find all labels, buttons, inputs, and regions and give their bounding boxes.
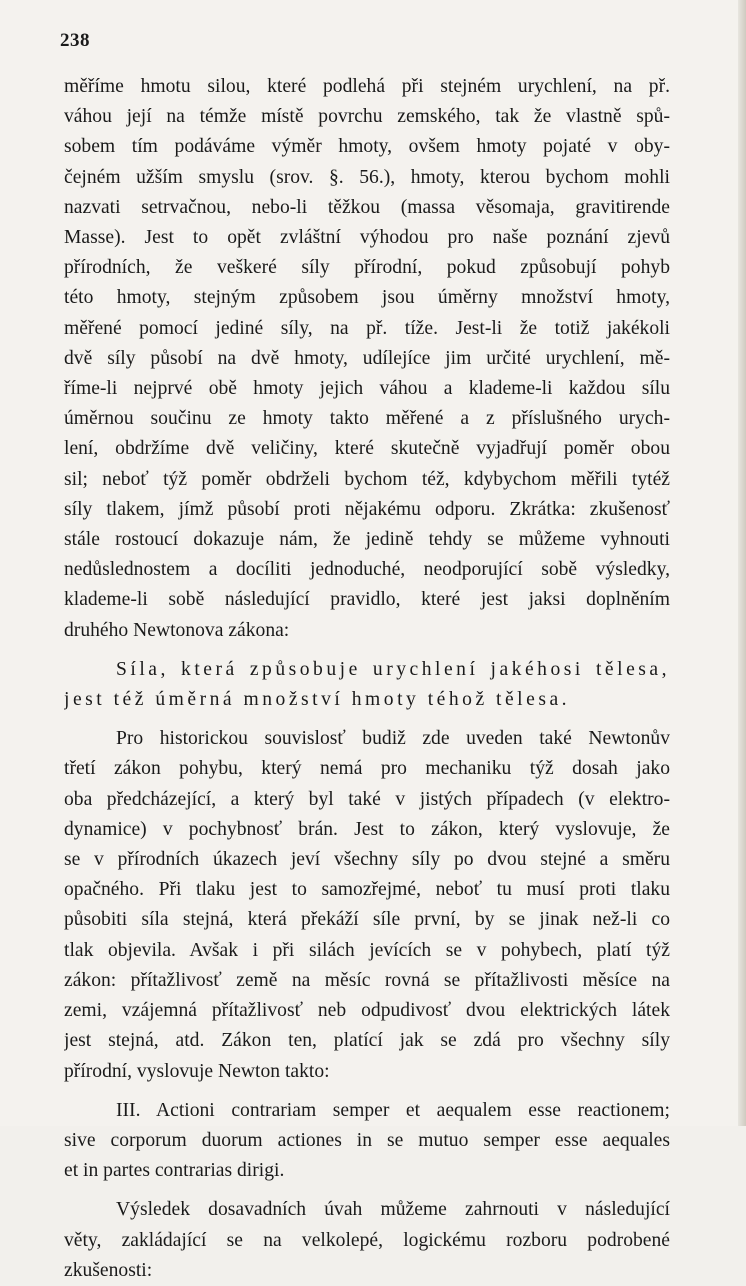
text-line: zemi, vzájemná přítažlivosť neb odpudivosť dvou elektrických látek <box>64 1000 670 1022</box>
text-line: úměrnou součinu ze hmoty takto měřené a z příslušného urych- <box>64 408 670 430</box>
text-line: et in partes contrarias dirigi. <box>64 1160 285 1182</box>
text-line: síly tlakem, jímž působí proti nějakému odporu. Zkrátka: zkušenosť <box>64 498 670 520</box>
text-line: jest též úměrná množství hmoty téhož tělesa. <box>64 689 571 711</box>
text-line: přírodních, že veškeré síly přírodní, pokud způsobují pohyb <box>64 257 670 279</box>
text-line: tlak objevila. Avšak i při silách jevících se v pohybech, platí týž <box>64 939 670 961</box>
text-line: opačného. Při tlaku jest to samozřejmé, neboť tu musí proti tlaku <box>64 879 670 901</box>
text-line: III. Actioni contrariam semper et aequalem esse reactionem; <box>116 1099 670 1121</box>
text-line: stále rostoucí dokazuje nám, že jedině tehdy se můžeme vyhnouti <box>64 529 670 551</box>
text-line: Pro historickou souvislosť budiž zde uveden také Newtonův <box>116 728 670 750</box>
text-line: Výsledek dosavadních úvah můžeme zahrnouti v následující <box>116 1199 670 1221</box>
text-line: sil; neboť týž poměr obdrželi bychom též, kdybychom měřili tytéž <box>64 468 670 490</box>
page-number: 238 <box>60 30 90 51</box>
paragraph-mass-measurement <box>64 72 670 646</box>
text-line: jest stejná, atd. Zákon ten, platící jak se zdá pro všechny síly <box>64 1030 670 1052</box>
text-line: Masse). Jest to opět zvláštní výhodou pro naše poznání zjevů <box>64 227 670 249</box>
text-line: nazvati setrvačnou, nebo-li těžkou (massa věsomaja, gravitirende <box>64 196 670 218</box>
text-line: klademe-li sobě následující pravidlo, které jest jaksi doplněním <box>64 589 670 611</box>
text-line: zkušenosti: <box>64 1259 153 1281</box>
text-line: nedůslednostem a docíliti jednoduché, neodporující sobě výsledky, <box>64 559 670 581</box>
text-line: sive corporum duorum actiones in se mutuo semper esse aequales <box>64 1129 670 1151</box>
text-line: druhého Newtonova zákona: <box>64 619 290 641</box>
text-line: působiti síla stejná, která překáží síle první, by se jinak než-li co <box>64 909 670 931</box>
text-line: čejném užším smyslu (srov. §. 56.), hmoty, kterou bychom mohli <box>64 166 670 188</box>
text-line: váhou její na témže místě povrchu zemského, tak že vlastně spů- <box>64 106 670 128</box>
text-line: lení, obdržíme dvě veličiny, které skutečně vyjadřují poměr obou <box>64 438 670 460</box>
paragraph-force-principle <box>64 655 670 715</box>
text-line: se v přírodních úkazech jeví všechny síly po dvou stejné a směru <box>64 849 670 871</box>
paragraph-latin-quote <box>64 1096 670 1187</box>
text-line: měříme hmotu silou, které podlehá při stejném urychlení, na př. <box>64 76 670 97</box>
text-line: dvě síly působí na dvě hmoty, udílejíce jim určité urychlení, mě- <box>64 347 670 369</box>
text-line: Síla, která způsobuje urychlení jakéhosi tělesa, <box>116 658 670 680</box>
text-line: oba předcházející, a který byl také v jistých případech (v elektro- <box>64 788 670 810</box>
paragraph-conclusion <box>64 1195 670 1286</box>
text-line: této hmoty, stejným způsobem jsou úměrny množství hmoty, <box>64 287 670 309</box>
body-text <box>64 72 670 1286</box>
text-line: zákon: přítažlivosť země na měsíc rovná se přítažlivosti měsíce na <box>64 969 670 991</box>
page-edge <box>738 0 746 1126</box>
text-line: třetí zákon pohybu, který nemá pro mechaniku týž dosah jako <box>64 758 670 780</box>
text-line: říme-li nejprvé obě hmoty jejich váhou a klademe-li každou sílu <box>64 378 670 400</box>
text-line: přírodní, vyslovuje Newton takto: <box>64 1060 330 1082</box>
paragraph-third-law <box>64 724 670 1086</box>
text-line: dynamice) v pochybnosť brán. Jest to zákon, který vyslovuje, že <box>64 818 670 840</box>
text-line: měřené pomocí jediné síly, na př. tíže. Jest-li že totiž jakékoli <box>64 317 670 339</box>
text-line: sobem tím podáváme výměr hmoty, ovšem hmoty pojaté v oby- <box>64 136 670 158</box>
text-line: věty, zakládající se na velkolepé, logickému rozboru podrobené <box>64 1229 670 1251</box>
